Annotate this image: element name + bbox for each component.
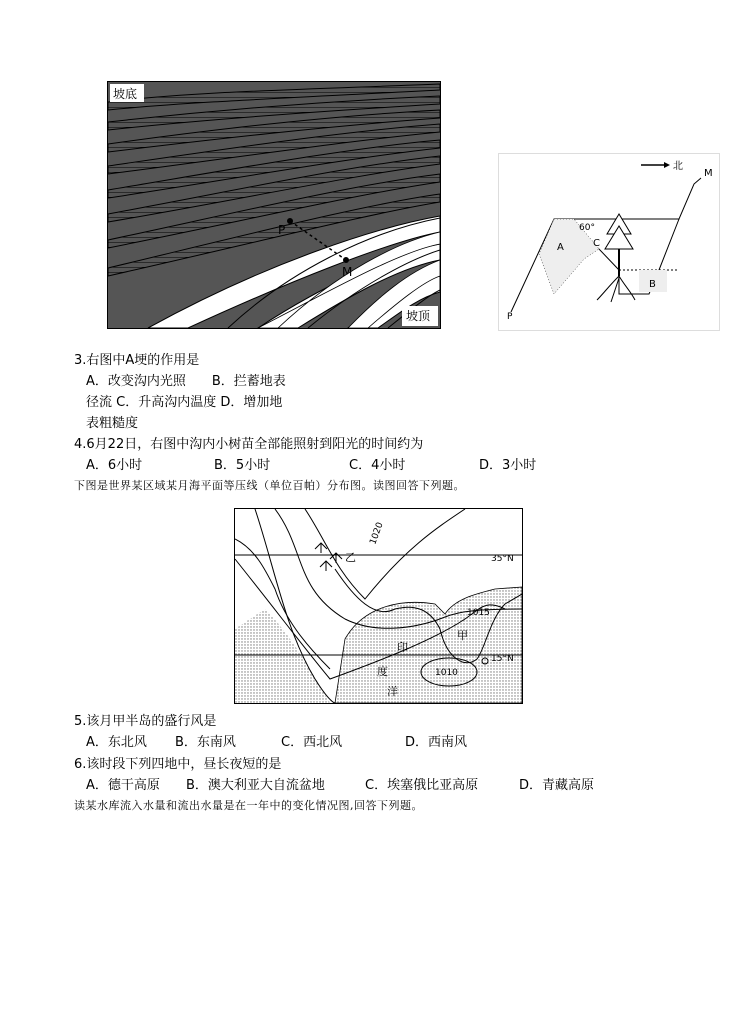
north-label: 北: [673, 161, 683, 172]
q6-option-c: C．埃塞俄比亚高原: [365, 778, 479, 793]
q5-option-c: C．西北风: [281, 735, 343, 750]
slope-terrace-drawing: [108, 82, 440, 328]
q5-option-a: A．东北风: [86, 735, 147, 750]
q4-option-c: C．4小时: [349, 458, 406, 473]
slope-top-label: 坡顶: [406, 309, 431, 323]
palm-tree-icon: [315, 543, 342, 571]
jia-label: 甲: [457, 629, 468, 642]
isobar-map-figure: [234, 508, 523, 704]
map-intro: 下图是世界某区域某月海平面等压线（单位百帕）分布图。读图回答下列题。: [74, 479, 465, 492]
isobar-map-drawing: [235, 509, 522, 703]
q4-stem: 4.6月22日，右图中沟内小树苗全部能照射到阳光的时间约为: [74, 437, 424, 452]
isobar-1015-label: 1015: [467, 608, 490, 618]
q6-stem: 6.该时段下列四地中，昼长夜短的是: [74, 757, 282, 772]
q5-option-d: D．西南风: [405, 735, 468, 750]
q5-stem: 5.该月甲半岛的盛行风是: [74, 714, 217, 729]
point-p-label: P: [278, 223, 286, 237]
section-a-label: A: [557, 242, 564, 253]
lat-35-label: 35°N: [491, 554, 514, 564]
section-b-label: B: [649, 279, 656, 290]
ocean-label-2: 度: [377, 665, 388, 678]
q6-option-d: D．青藏高原: [519, 778, 595, 793]
section-figure: [498, 153, 720, 331]
isobar-1010-label: 1010: [435, 668, 458, 678]
q4-option-d: D．3小时: [479, 458, 537, 473]
q3-line2: 径流 C．升高沟内温度 D．增加地: [86, 395, 283, 410]
section-c-label: C: [593, 238, 600, 249]
q4-option-a: A．6小时: [86, 458, 143, 473]
point-m-label: M: [342, 265, 353, 279]
q6-option-b: B．澳大利亚大自流盆地: [186, 778, 325, 793]
slope-terrace-figure: [107, 81, 441, 329]
ocean-label-3: 洋: [387, 685, 398, 698]
slope-bottom-label: 坡底: [113, 87, 138, 101]
isobar-1020-label: 1020: [368, 521, 386, 547]
lat-15-label: 15°N: [491, 654, 514, 664]
q3-line3: 表粗糙度: [86, 416, 139, 431]
q5-option-b: B．东南风: [175, 735, 236, 750]
reservoir-intro: 读某水库流入水量和流出水量是在一年中的变化情况图,回答下列题。: [74, 799, 423, 812]
section-m-label: M: [704, 168, 713, 179]
q3-line1: A．改变沟内光照 B．拦蓄地表: [86, 374, 286, 389]
yi-label: 乙: [345, 551, 356, 564]
q4-option-b: B．5小时: [214, 458, 271, 473]
angle-label: 60°: [579, 223, 595, 233]
section-p-label: P: [507, 312, 513, 322]
section-drawing: [499, 154, 719, 330]
q6-option-a: A．德干高原: [86, 778, 160, 793]
q3-stem: 3.右图中A埂的作用是: [74, 353, 200, 368]
ocean-label-1: 印: [397, 641, 408, 654]
